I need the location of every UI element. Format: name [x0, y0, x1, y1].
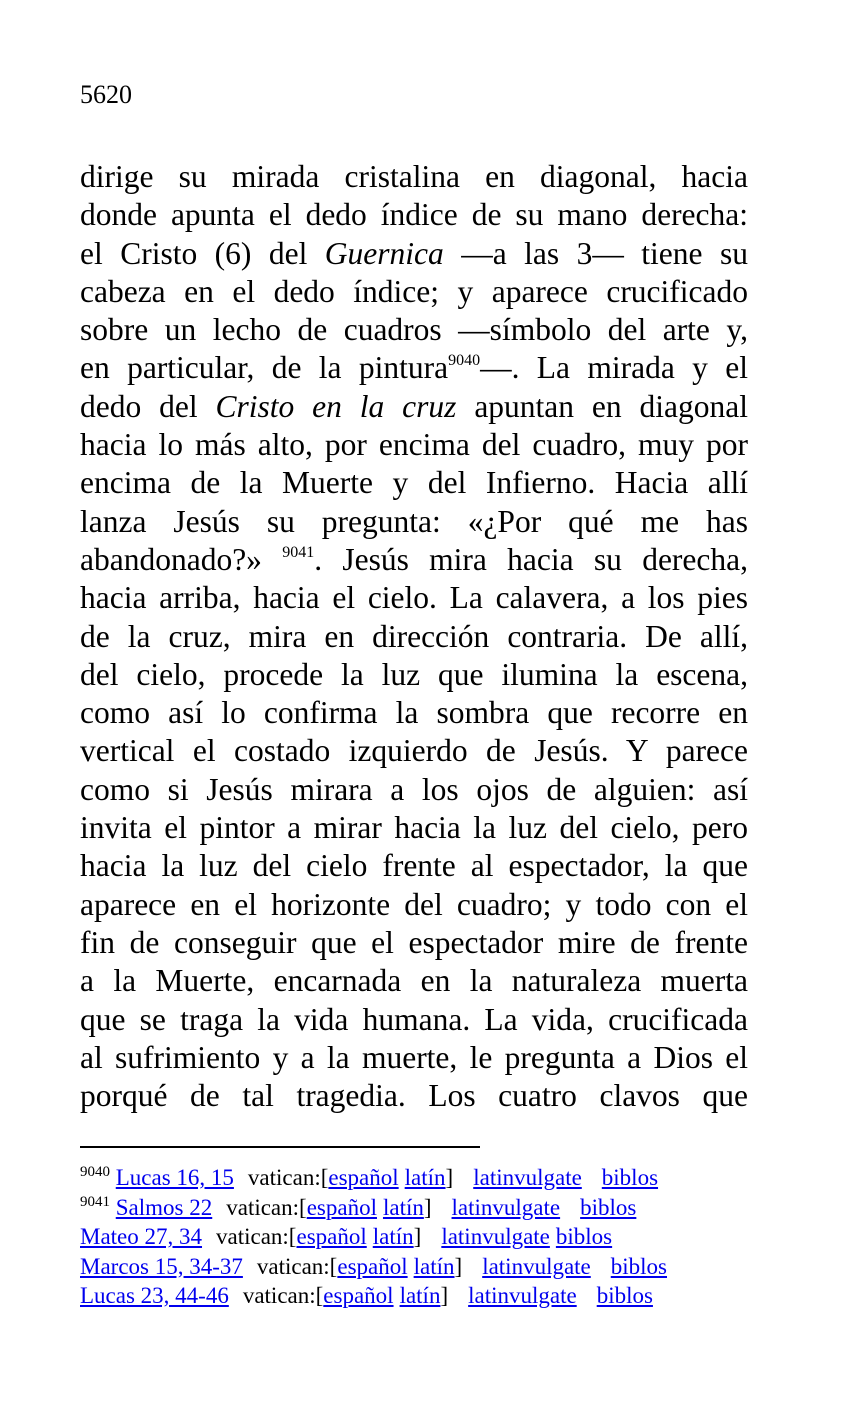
- bible-reference-link[interactable]: Lucas 23, 44-46: [80, 1283, 229, 1308]
- latin-link[interactable]: latín: [399, 1283, 441, 1308]
- latinvulgate-link[interactable]: latinvulgate: [451, 1194, 561, 1220]
- text-segment: en particular, de la pintura: [80, 350, 449, 386]
- text-line: [80, 235, 748, 273]
- close-bracket: ]: [454, 1253, 463, 1279]
- text-line: dirige su mirada cristalina en diagonal, hacia: [80, 159, 748, 194]
- latinvulgate-link[interactable]: latinvulgate: [473, 1165, 582, 1190]
- text-line: hacia la luz del cielo frente al espectador, la que: [80, 848, 748, 884]
- text-line: al sufrimiento y a la muerte, le pregunta a Dios el: [80, 1039, 748, 1075]
- footnote-number: 9040: [80, 1164, 110, 1180]
- bible-reference-link[interactable]: Lucas 16, 15: [115, 1165, 234, 1190]
- espanol-link[interactable]: español: [323, 1283, 394, 1308]
- text-line: fin de conseguir que el espectador mire de frente: [80, 924, 748, 960]
- text-line: de la cruz, mira en dirección contraria. De allí,: [80, 618, 748, 654]
- footnote-entry: [80, 1252, 780, 1282]
- text-line: porqué de tal tragedia. Los cuatro clavos que: [80, 1078, 748, 1114]
- text-line: [80, 541, 748, 579]
- biblos-link[interactable]: biblos: [580, 1194, 637, 1220]
- page-number: 5620: [80, 80, 132, 109]
- text-segment: el Cristo (6) del: [80, 235, 325, 271]
- text-line: sobre un lecho de cuadros —símbolo del arte y,: [80, 312, 748, 348]
- text-segment: . Jesús mira hacia su derecha,: [314, 541, 748, 577]
- text-line: [80, 349, 748, 387]
- footnotes: [80, 1163, 780, 1311]
- text-segment: —. La mirada y el: [480, 350, 748, 386]
- espanol-link[interactable]: español: [306, 1194, 377, 1220]
- footnote-entry: [80, 1193, 780, 1223]
- footnote-separator: [80, 1146, 480, 1148]
- latin-link[interactable]: latín: [372, 1224, 414, 1249]
- text-line: hacia arriba, hacia el cielo. La calavera, a los pies: [80, 580, 748, 616]
- close-bracket: ]: [423, 1194, 432, 1220]
- text-line: cabeza en el dedo índice; y aparece crucificado: [80, 273, 748, 309]
- latin-link[interactable]: latín: [404, 1165, 446, 1190]
- biblos-link[interactable]: biblos: [596, 1283, 653, 1308]
- text-line: del cielo, procede la luz que ilumina la escena,: [80, 656, 748, 692]
- vatican-label: vatican:[: [216, 1224, 297, 1249]
- text-segment: apuntan en diagonal: [456, 388, 749, 424]
- footnote-entry: [80, 1163, 780, 1193]
- text-line: encima de la Muerte y del Infierno. Hacia allí: [80, 465, 748, 501]
- biblos-link[interactable]: biblos: [610, 1253, 667, 1279]
- espanol-link[interactable]: español: [296, 1224, 367, 1249]
- espanol-link[interactable]: español: [328, 1165, 399, 1190]
- italic-title-cristo-en-la-cruz: Cristo en la cruz: [215, 388, 457, 424]
- text-line: hacia lo más alto, por encima del cuadro, muy por: [80, 427, 748, 463]
- text-line: vertical el costado izquierdo de Jesús. Y parece: [80, 733, 748, 769]
- text-line: donde apunta el dedo índice de su mano derecha:: [80, 197, 748, 233]
- bible-reference-link[interactable]: Salmos 22: [115, 1194, 213, 1220]
- vatican-label: vatican:[: [242, 1283, 324, 1308]
- text-line: a la Muerte, encarnada en la naturaleza muerta: [80, 963, 748, 999]
- bible-reference-link[interactable]: Marcos 15, 34-37: [80, 1253, 243, 1279]
- footnote-number: 9041: [80, 1193, 110, 1210]
- biblos-link[interactable]: biblos: [555, 1224, 613, 1249]
- text-line: como así lo confirma la sombra que recorre en: [80, 695, 748, 731]
- vatican-label: vatican:[: [226, 1194, 307, 1220]
- footnote-marker-9041[interactable]: 9041: [282, 543, 315, 561]
- latinvulgate-link[interactable]: latinvulgate: [441, 1224, 550, 1249]
- close-bracket: ]: [445, 1165, 454, 1190]
- close-bracket: ]: [413, 1224, 422, 1249]
- biblos-link[interactable]: biblos: [601, 1165, 659, 1190]
- body-text: [80, 158, 748, 1115]
- text-line: [80, 388, 748, 426]
- text-line: invita el pintor a mirar hacia la luz del cielo, pero: [80, 810, 748, 846]
- text-line: aparece en el horizonte del cuadro; y todo con el: [80, 886, 748, 922]
- text-line: que se traga la vida humana. La vida, crucificada: [80, 1001, 748, 1037]
- footnote-entry: [80, 1281, 780, 1311]
- footnote-entry: [80, 1222, 780, 1252]
- bible-reference-link[interactable]: Mateo 27, 34: [80, 1224, 203, 1249]
- latinvulgate-link[interactable]: latinvulgate: [482, 1253, 591, 1279]
- latinvulgate-link[interactable]: latinvulgate: [468, 1283, 577, 1308]
- text-segment: —a las 3— tiene su: [443, 235, 748, 271]
- latin-link[interactable]: latín: [413, 1253, 455, 1279]
- text-segment: abandonado?»: [80, 541, 283, 577]
- text-segment: dedo del: [80, 388, 216, 424]
- latin-link[interactable]: latín: [382, 1194, 424, 1220]
- footnote-marker-9040[interactable]: 9040: [448, 352, 481, 370]
- text-line: como si Jesús mirara a los ojos de alguien: así: [80, 771, 748, 807]
- close-bracket: ]: [440, 1283, 449, 1308]
- vatican-label: vatican:[: [247, 1165, 329, 1190]
- vatican-label: vatican:[: [256, 1253, 338, 1279]
- italic-title-guernica: Guernica: [324, 235, 444, 271]
- espanol-link[interactable]: español: [337, 1253, 408, 1279]
- text-line: lanza Jesús su pregunta: «¿Por qué me has: [80, 503, 748, 539]
